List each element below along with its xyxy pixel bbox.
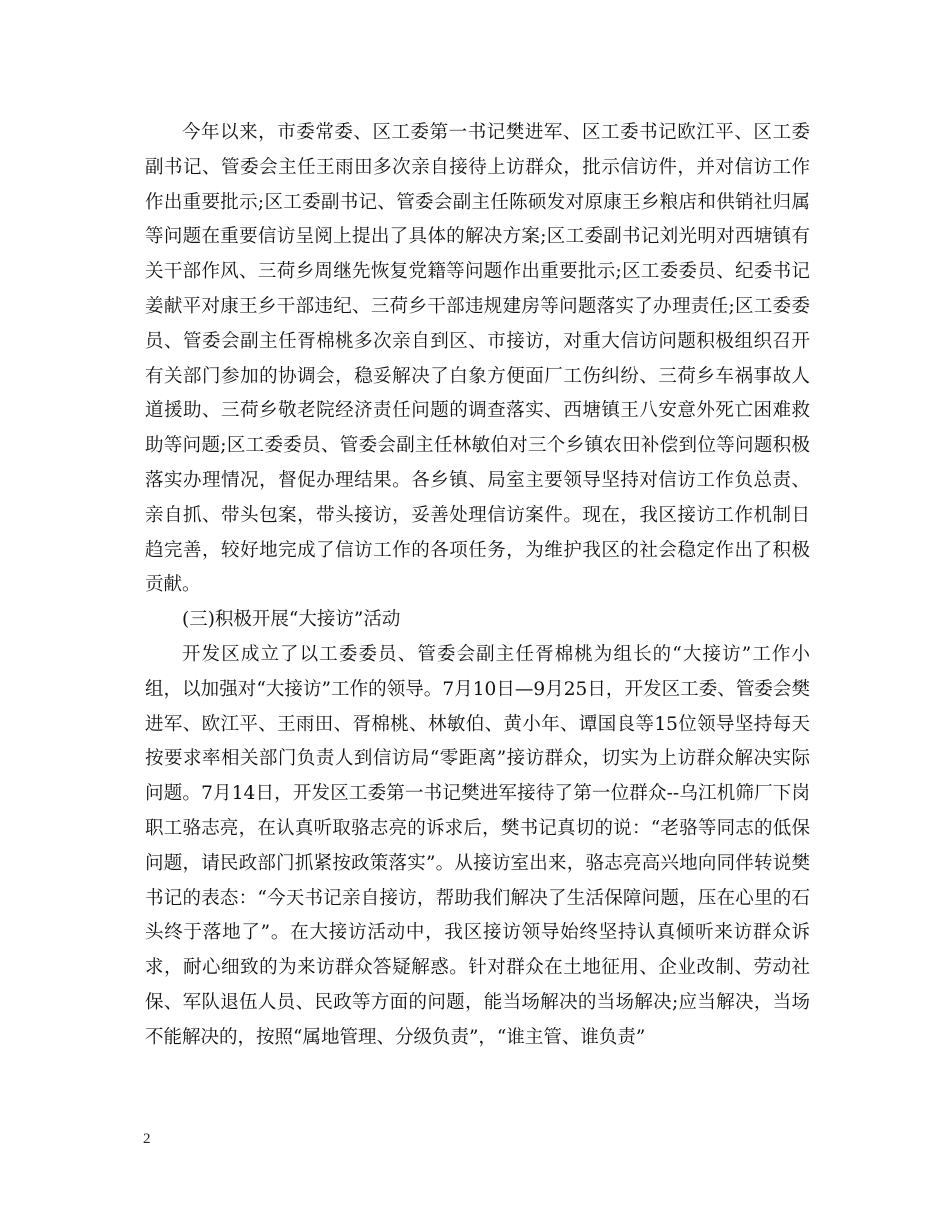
body-text xyxy=(145,116,810,1056)
section-heading: (三)积极开展“大接访”活动 xyxy=(182,609,401,631)
page-number: 2 xyxy=(143,1131,151,1147)
paragraph-leadership: 今年以来，市委常委、区工委第一书记樊进军、区工委书记欧江平、区工委副书记、管委会主任王雨田多次亲自接待上访群众，批示信访件，并对信访工作作出重要批示;区工委副书记、管委会副主任陈硕发对原康王乡粮店和供销社归属等问题在重要信访呈阅上提出了具体的解决方案;区工委副书记刘光明对西塘镇有关干部作风、三荷乡周继先恢复党籍等问题作出重要批示;区工委委员、纪委书记姜献平对康王乡干部违纪、三荷乡干部违规建房等问题落实了办理责任;区工委委员、管委会副主任胥棉桃多次亲自到区、市接访，对重大信访问题积极组织召开有关部门参加的协调会，稳妥解决了白象方便面厂工伤纠纷、三荷乡车祸事故人道援助、三荷乡敬老院经济责任问题的调查落实、西塘镇王八安意外死亡困难救助等问题;区工委委员、管委会副主任林敏伯对三个乡镇农田补偿到位等问题积极落实办理情况，督促办理结果。各乡镇、局室主要领导坚持对信访工作负总责、亲自抓、带头包案，带头接访，妥善处理信访案件。现在，我区接访工作机制日趋完善，较好地完成了信访工作的各项任务，为维护我区的社会稳定作出了积极贡献。 xyxy=(145,122,810,596)
paragraph-big-visit: 开发区成立了以工委委员、管委会副主任胥棉桃为组长的“大接访”工作小组，以加强对“大接访”工作的领导。7月10日—9月25日，开发区工委、管委会樊进军、欧江平、王雨田、胥棉桃、林敏伯、黄小年、谭国良等15位领导坚持每天按要求率相关部门负责人到信访局“零距离”接访群众，切实为上访群众解决实际问题。7月14日，开发区工委第一书记樊进军接待了第一位群众--乌江机筛厂下岗职工骆志亮，在认真听取骆志亮的诉求后，樊书记真切的说：“老骆等同志的低保问题，请民政部门抓紧按政策落实”。从接访室出来，骆志亮高兴地向同伴转说樊书记的表态：“今天书记亲自接访，帮助我们解决了生活保障问题，压在心里的石头终于落地了”。在大接访活动中，我区接访领导始终坚持认真倾听来访群众诉求，耐心细致的为来访群众答疑解惑。针对群众在土地征用、企业改制、劳动社保、军队退伍人员、民政等方面的问题，能当场解决的当场解决;应当解决，当场不能解决的，按照“属地管理、分级负责”，“谁主管、谁负责” xyxy=(145,643,810,1048)
